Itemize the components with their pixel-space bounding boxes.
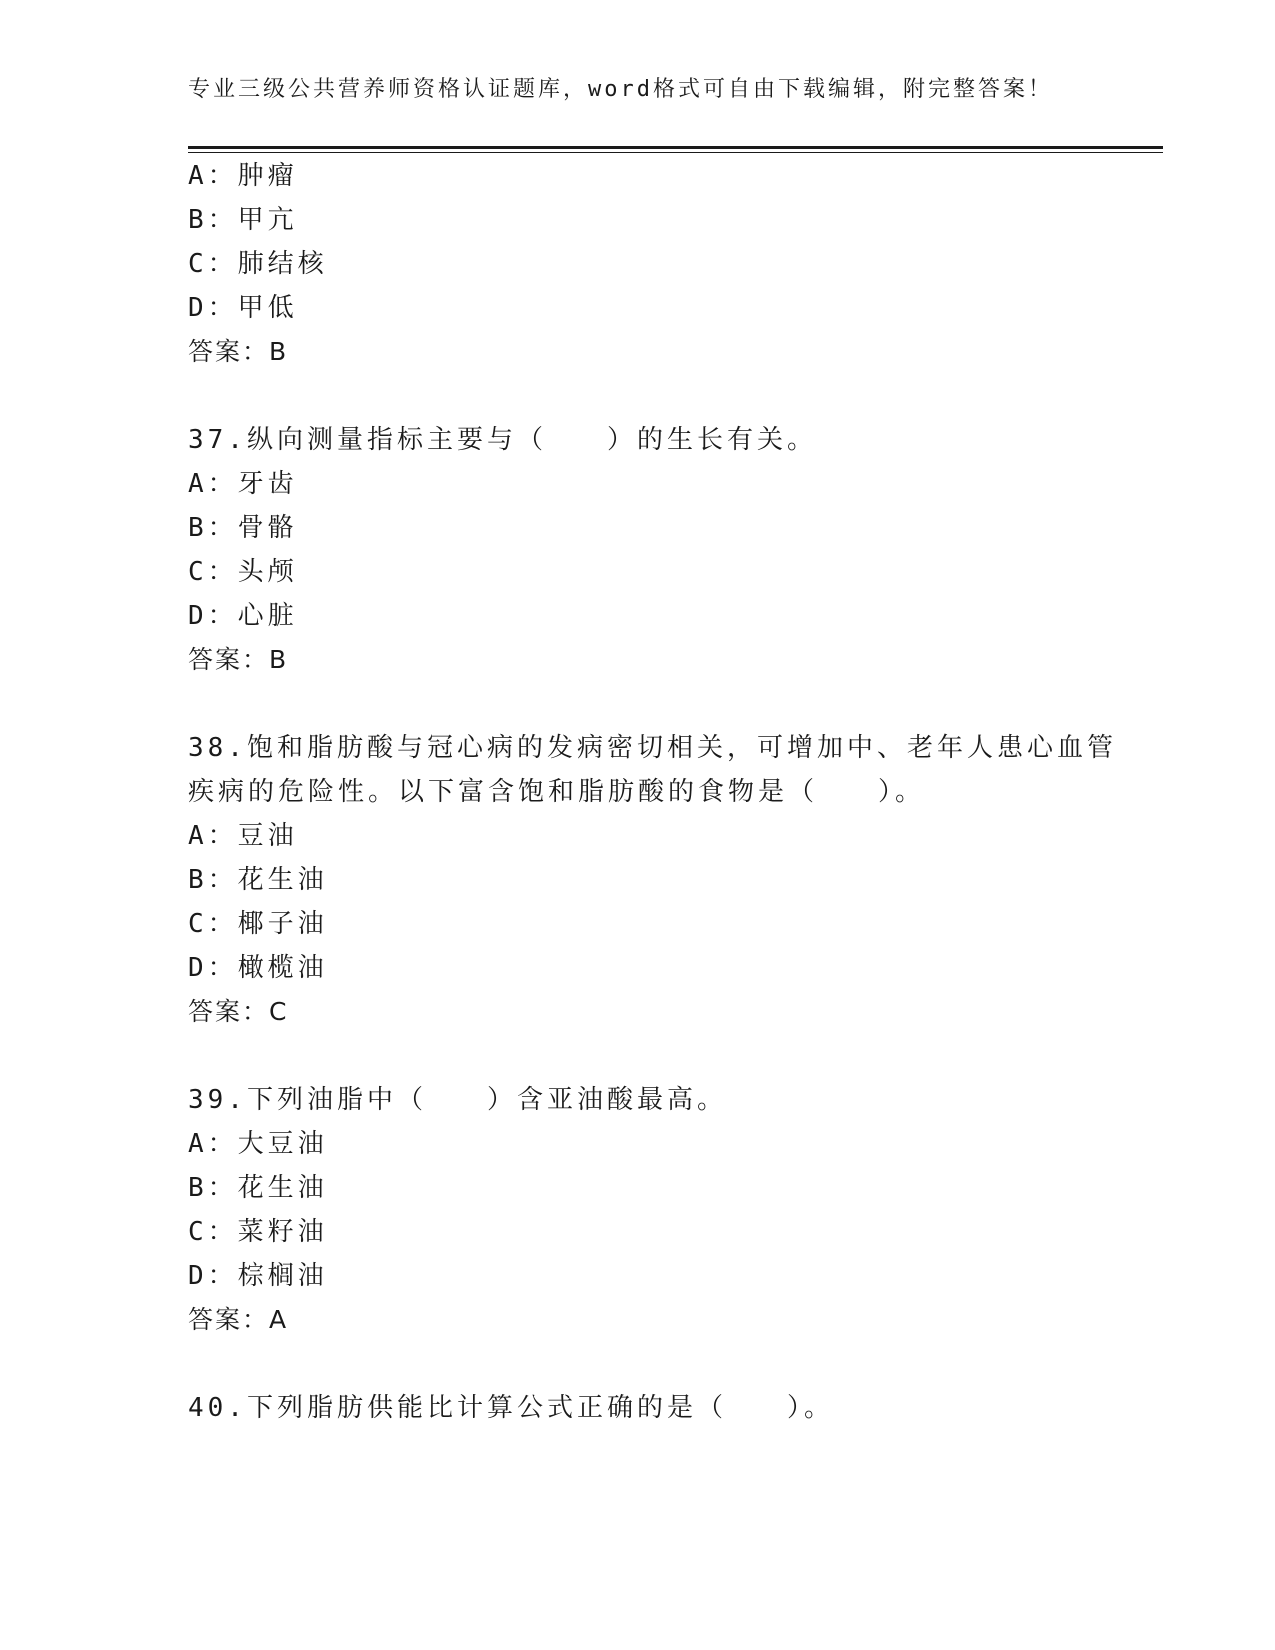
q38-option-c: C：椰子油 xyxy=(188,909,328,939)
q36-option-b: B：甲亢 xyxy=(188,205,298,235)
page-header: 专业三级公共营养师资格认证题库，word格式可自由下载编辑，附完整答案！ xyxy=(188,77,1053,102)
q39-answer: 答案：A xyxy=(188,1305,289,1334)
q38-stem-line1: 38.饱和脂肪酸与冠心病的发病密切相关，可增加中、老年人患心血管 xyxy=(188,733,1117,763)
header-rule-thick xyxy=(188,146,1163,149)
q37-answer: 答案：B xyxy=(188,645,289,674)
q40-stem: 40.下列脂肪供能比计算公式正确的是（ ）。 xyxy=(188,1393,834,1423)
q39-option-c: C：菜籽油 xyxy=(188,1217,328,1247)
q37-option-c: C：头颅 xyxy=(188,557,298,587)
q39-option-b: B：花生油 xyxy=(188,1173,328,1203)
q38-option-d: D：橄榄油 xyxy=(188,953,328,983)
q38-answer: 答案：C xyxy=(188,997,289,1026)
q37-option-b: B：骨骼 xyxy=(188,513,298,543)
header-rule-thin xyxy=(188,152,1163,153)
q39-option-a: A：大豆油 xyxy=(188,1129,328,1159)
q39-option-d: D：棕榈油 xyxy=(188,1261,328,1291)
q36-option-c: C：肺结核 xyxy=(188,249,328,279)
q37-option-d: D：心脏 xyxy=(188,601,298,631)
q39-stem: 39.下列油脂中（ ）含亚油酸最高。 xyxy=(188,1085,727,1115)
q36-option-a: A：肿瘤 xyxy=(188,161,298,191)
q37-option-a: A：牙齿 xyxy=(188,469,298,499)
q38-option-b: B：花生油 xyxy=(188,865,328,895)
q37-stem: 37.纵向测量指标主要与（ ）的生长有关。 xyxy=(188,425,817,455)
q36-option-d: D：甲低 xyxy=(188,293,298,323)
q36-answer: 答案：B xyxy=(188,337,289,366)
q38-option-a: A：豆油 xyxy=(188,821,298,851)
q38-stem-line2: 疾病的危险性。以下富含饱和脂肪酸的食物是（ ）。 xyxy=(188,777,926,807)
